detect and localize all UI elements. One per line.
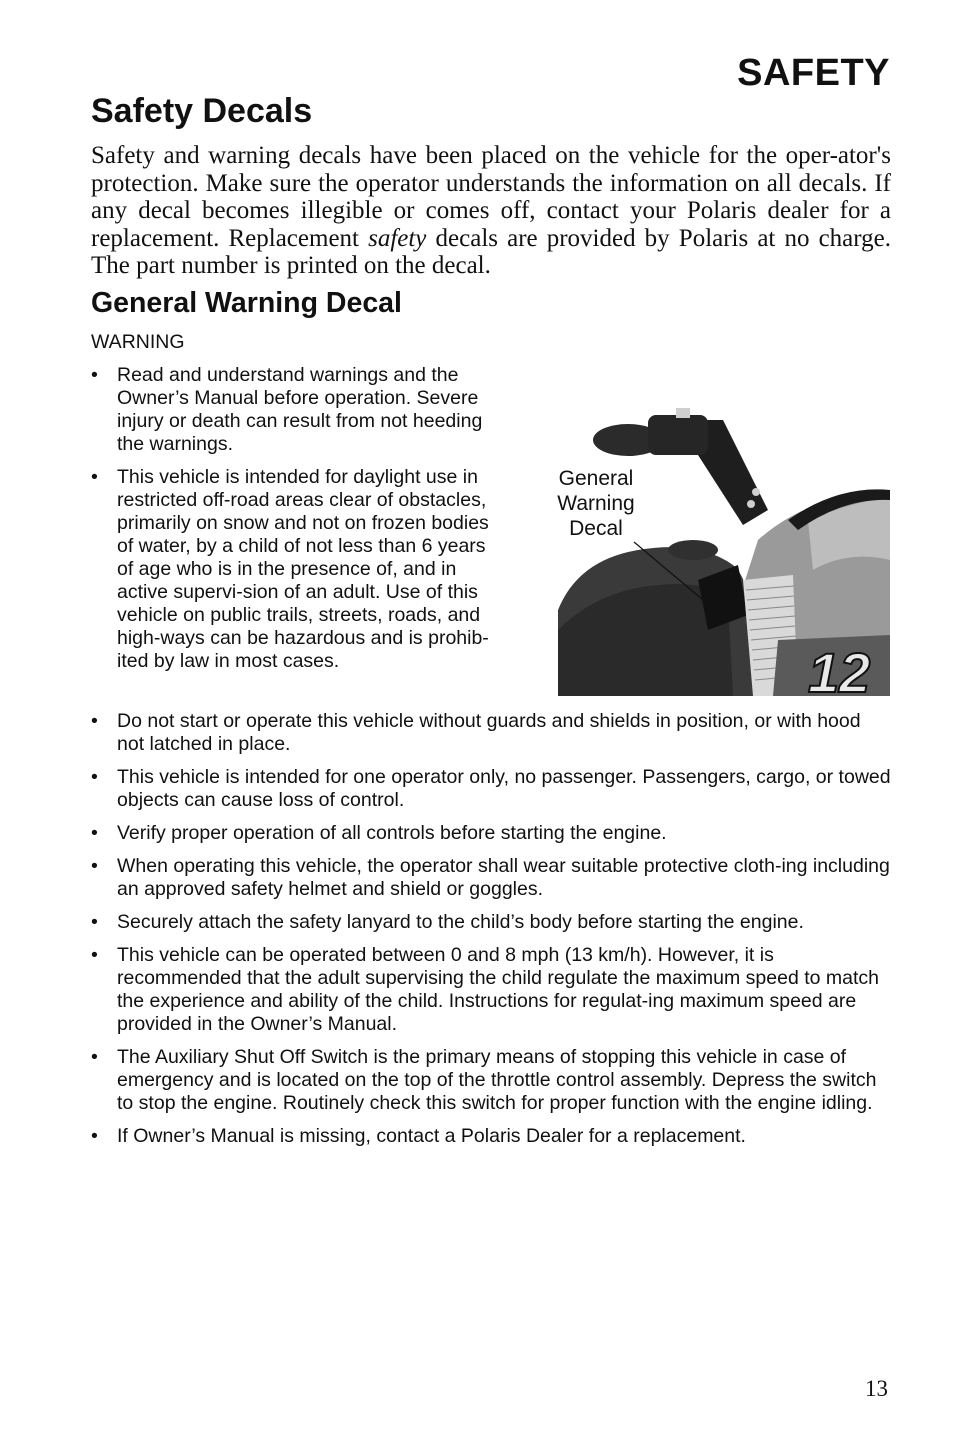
- bullet-item: [91, 1125, 891, 1148]
- bullet-dot-icon: •: [91, 944, 98, 966]
- bullet-dot-icon: •: [91, 822, 98, 844]
- bullet-item: [91, 822, 891, 845]
- callout-line-2: Warning: [557, 492, 635, 515]
- choke-knob: [668, 540, 718, 560]
- bullet-item: [91, 364, 507, 456]
- bullet-dot-icon: •: [91, 911, 98, 933]
- bullet-text: Securely attach the safety lanyard to the child’s body before starting the engine.: [117, 911, 804, 933]
- bullet-item: [91, 710, 891, 756]
- shutoff-switch: [676, 408, 690, 418]
- bullet-dot-icon: •: [91, 855, 98, 877]
- bullet-item: [91, 1046, 891, 1115]
- bullet-dot-icon: •: [91, 466, 98, 488]
- bullet-text: The Auxiliary Shut Off Switch is the primary means of stopping this vehicle in case of emergency and is located on the top of the throttle control assembly. Depress the switch to stop the engine. Routinely check this switch for proper function with the engine idling.: [117, 1046, 877, 1114]
- bullet-list-narrow: [91, 364, 507, 683]
- bullet-item: [91, 911, 891, 934]
- section-title: General Warning Decal: [91, 287, 402, 319]
- bullet-item: [91, 944, 891, 1036]
- intro-text-end: decals are provided by Polaris at no charge. The part number is printed on the decal.: [91, 224, 891, 279]
- page-title: Safety Decals: [91, 92, 313, 130]
- bullet-text: Verify proper operation of all controls before starting the engine.: [117, 822, 667, 844]
- intro-text: Safety and warning decals have been placed on the vehicle for the oper-ator's protection. Make sure the operator understands the information on all decals. If any decal becomes illegible or comes off, contact your Polaris dealer for a replacement. Replacement: [91, 142, 891, 252]
- bullet-dot-icon: •: [91, 1046, 98, 1068]
- bullet-dot-icon: •: [91, 364, 98, 386]
- intro-paragraph: [91, 142, 891, 280]
- bullet-item: [91, 855, 891, 901]
- callout-line-1: General: [558, 467, 634, 490]
- bullet-text: This vehicle is intended for daylight use in restricted off-road areas clear of obstacles, primarily on snow and not on frozen bodies of water, by a child of not less than 6 years of age who is in the presence of, and in active supervi-sion of an adult. Use of this vehicle on public trails, streets, roads, and high-ways can be hazardous and is prohib-ited by law in most cases.: [117, 466, 489, 672]
- page-number: 13: [865, 1376, 888, 1401]
- callout-line-3: Decal: [569, 517, 623, 540]
- model-number: 12: [808, 641, 871, 696]
- throttle-housing: [648, 415, 708, 455]
- bolt-1: [752, 488, 760, 496]
- bullet-text: Do not start or operate this vehicle without guards and shields in position, or with hood not latched in place.: [117, 710, 861, 755]
- snowmobile-photo: [558, 400, 890, 696]
- bolt-2: [747, 500, 755, 508]
- decal-figure: [558, 400, 890, 696]
- intro-emphasis: safety: [368, 224, 427, 252]
- bullet-list-wide: [91, 710, 891, 1158]
- warning-label: WARNING: [91, 331, 185, 353]
- bullet-text: Read and understand warnings and the Owner’s Manual before operation. Severe injury or death can result from not heeding the warnings.: [117, 364, 483, 455]
- bullet-text: When operating this vehicle, the operator shall wear suitable protective cloth-ing including an approved safety helmet and shield or goggles.: [117, 855, 890, 900]
- bullet-item: [91, 466, 507, 673]
- section-header: SAFETY: [737, 52, 890, 94]
- bullet-text: This vehicle is intended for one operator only, no passenger. Passengers, cargo, or towed objects can cause loss of control.: [117, 766, 891, 811]
- bullet-dot-icon: •: [91, 1125, 98, 1147]
- bullet-dot-icon: •: [91, 766, 98, 788]
- bullet-item: [91, 766, 891, 812]
- bullet-dot-icon: •: [91, 710, 98, 732]
- bullet-text: This vehicle can be operated between 0 and 8 mph (13 km/h). However, it is recommended that the adult supervising the child regulate the maximum speed to match the experience and ability of the child. Instructions for regulat-ing maximum speed are provided in the Owner’s Manual.: [117, 944, 879, 1035]
- bullet-text: If Owner’s Manual is missing, contact a Polaris Dealer for a replacement.: [117, 1125, 746, 1147]
- figure-callout: [540, 466, 652, 541]
